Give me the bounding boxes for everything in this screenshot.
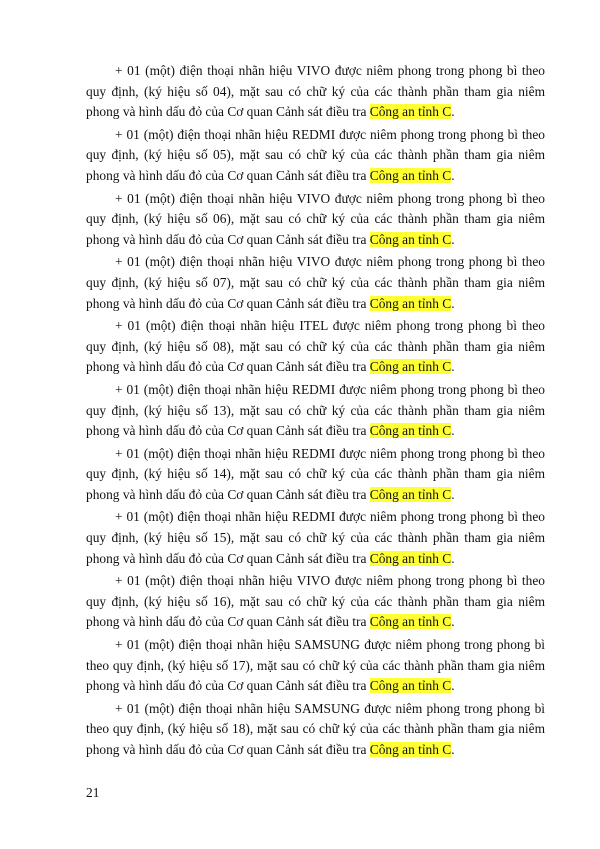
- highlighted-agency: Công an tỉnh C: [369, 295, 452, 311]
- paragraph-end: .: [451, 231, 455, 247]
- paragraph-text: + 01 (một) điện thoại nhãn hiệu REDMI được niêm phong trong phong bì theo quy định, (ký hiệu số 15), mặt sau có chữ ký của các thành phần tham gia niêm phong và hình dấu đỏ của Cơ quan Cảnh sát điều tra: [86, 509, 545, 566]
- page-number: 21: [86, 785, 100, 800]
- paragraph-text: + 01 (một) điện thoại nhãn hiệu VIVO được niêm phong trong phong bì theo quy định, (ký hiệu số 04), mặt sau có chữ ký của các thành phần tham gia niêm phong và hình dấu đỏ của Cơ quan Cảnh sát điều tra: [86, 63, 545, 120]
- paragraph-text: + 01 (một) điện thoại nhãn hiệu REDMI được niêm phong trong phong bì theo quy định, (ký hiệu số 05), mặt sau có chữ ký của các thành phần tham gia niêm phong và hình dấu đỏ của Cơ quan Cảnh sát điều tra: [86, 126, 545, 183]
- paragraph-end: .: [451, 550, 455, 566]
- paragraph-end: .: [451, 104, 455, 120]
- paragraph-text: + 01 (một) điện thoại nhãn hiệu REDMI được niêm phong trong phong bì theo quy định, (ký hiệu số 13), mặt sau có chữ ký của các thành phần tham gia niêm phong và hình dấu đỏ của Cơ quan Cảnh sát điều tra: [86, 381, 545, 439]
- evidence-item-paragraph: [86, 316, 545, 378]
- document-body: [86, 61, 545, 763]
- evidence-item-paragraph: [86, 635, 545, 697]
- highlighted-agency: Công an tỉnh C: [369, 550, 452, 566]
- paragraph-text: + 01 (một) điện thoại nhãn hiệu VIVO được niêm phong trong phong bì theo quy định, (ký hiệu số 07), mặt sau có chữ ký của các thành phần tham gia niêm phong và hình dấu đỏ của Cơ quan Cảnh sát điều tra: [86, 254, 545, 311]
- highlighted-agency: Công an tỉnh C: [369, 359, 452, 375]
- evidence-item-paragraph: [86, 380, 545, 442]
- paragraph-text: + 01 (một) điện thoại nhãn hiệu SAMSUNG được niêm phong trong phong bì theo quy định, (ký hiệu số 18), mặt sau có chữ ký của các thành phần tham gia niêm phong và hình dấu đỏ của Cơ quan Cảnh sát điều tra: [86, 700, 545, 757]
- paragraph-text: + 01 (một) điện thoại nhãn hiệu ITEL được niêm phong trong phong bì theo quy định, (ký hiệu số 08), mặt sau có chữ ký của các thành phần tham gia niêm phong và hình dấu đỏ của Cơ quan Cảnh sát điều tra: [86, 318, 545, 375]
- highlighted-agency: Công an tỉnh C: [369, 231, 452, 247]
- paragraph-end: .: [451, 614, 455, 630]
- paragraph-end: .: [451, 295, 455, 311]
- evidence-item-paragraph: [86, 125, 545, 187]
- evidence-item-paragraph: [86, 252, 545, 314]
- evidence-item-paragraph: [86, 189, 545, 251]
- evidence-item-paragraph: [86, 699, 545, 761]
- highlighted-agency: Công an tỉnh C: [369, 104, 452, 120]
- paragraph-text: + 01 (một) điện thoại nhãn hiệu VIVO được niêm phong trong phong bì theo quy định, (ký hiệu số 16), mặt sau có chữ ký của các thành phần tham gia niêm phong và hình dấu đỏ của Cơ quan Cảnh sát điều tra: [86, 573, 545, 630]
- highlighted-agency: Công an tỉnh C: [369, 486, 452, 502]
- paragraph-text: + 01 (một) điện thoại nhãn hiệu VIVO được niêm phong trong phong bì theo quy định, (ký hiệu số 06), mặt sau có chữ ký của các thành phần tham gia niêm phong và hình dấu đỏ của Cơ quan Cảnh sát điều tra: [86, 190, 545, 247]
- paragraph-end: .: [451, 486, 455, 502]
- paragraph-end: .: [451, 678, 455, 694]
- paragraph-text: + 01 (một) điện thoại nhãn hiệu SAMSUNG được niêm phong trong phong bì theo quy định, (ký hiệu số 17), mặt sau có chữ ký của các thành phần tham gia niêm phong và hình dấu đỏ của Cơ quan Cảnh sát điều tra: [86, 637, 545, 694]
- highlighted-agency: Công an tỉnh C: [369, 423, 452, 439]
- highlighted-agency: Công an tỉnh C: [369, 678, 452, 694]
- evidence-item-paragraph: [86, 571, 545, 633]
- highlighted-agency: Công an tỉnh C: [369, 614, 452, 630]
- paragraph-end: .: [451, 167, 455, 183]
- highlighted-agency: Công an tỉnh C: [369, 167, 452, 183]
- paragraph-end: .: [451, 742, 455, 757]
- highlighted-agency: Công an tỉnh C: [369, 742, 452, 757]
- evidence-item-paragraph: [86, 61, 545, 123]
- paragraph-end: .: [451, 359, 455, 375]
- evidence-item-paragraph: [86, 507, 545, 569]
- paragraph-end: .: [451, 423, 455, 439]
- paragraph-text: + 01 (một) điện thoại nhãn hiệu REDMI được niêm phong trong phong bì theo quy định, (ký hiệu số 14), mặt sau có chữ ký của các thành phần tham gia niêm phong và hình dấu đỏ của Cơ quan Cảnh sát điều tra: [86, 445, 545, 502]
- evidence-item-paragraph: [86, 444, 545, 506]
